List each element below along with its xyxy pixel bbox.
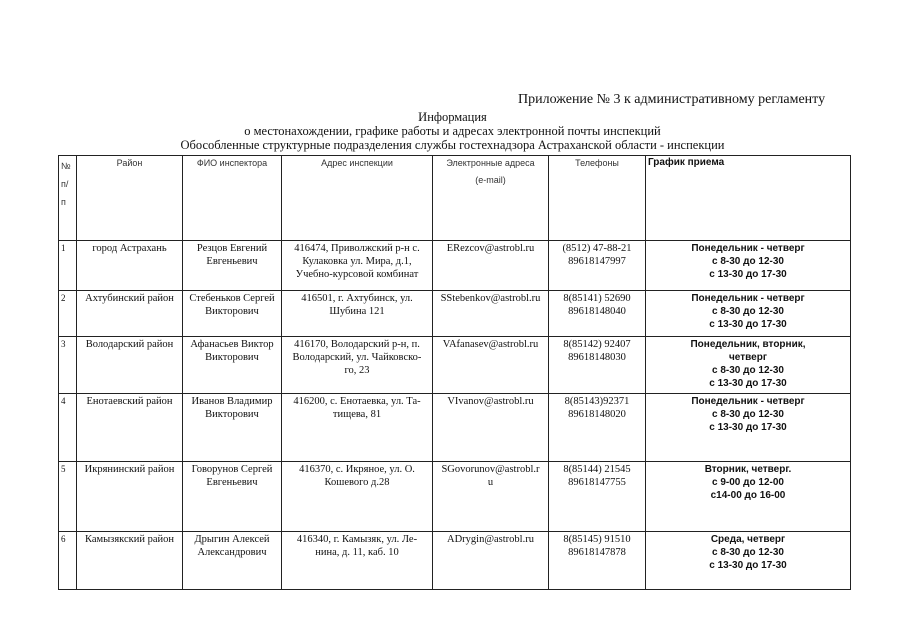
row-inspector <box>183 532 282 590</box>
email-line: u <box>487 477 494 488</box>
address-line: 416370, с. Икряное, ул. О. <box>299 464 415 475</box>
header-schedule: График приема <box>646 156 851 241</box>
row-address <box>282 337 433 394</box>
inspections-table <box>58 155 851 590</box>
schedule-line: с 13-30 до 17-30 <box>709 422 787 433</box>
address-line: 416170, Володарский р-н, п. <box>294 339 420 350</box>
row-inspector <box>183 291 282 337</box>
row-inspector <box>183 462 282 532</box>
schedule-line: с 8-30 до 12-30 <box>712 256 784 267</box>
row-phones <box>549 532 646 590</box>
inspector-line: Резцов Евгений <box>196 243 268 254</box>
header-email-line: Электронные адреса <box>446 158 535 168</box>
schedule-line: с 8-30 до 12-30 <box>712 306 784 317</box>
inspector-line: Александрович <box>197 547 267 558</box>
schedule-line: Понедельник - четверг <box>691 243 805 254</box>
address-line: Кошевого д.28 <box>324 477 390 488</box>
header-address: Адрес инспекции <box>282 156 433 241</box>
table-row <box>59 337 851 394</box>
phone-line: 89618148020 <box>568 409 626 420</box>
phone-line: 8(85144) 21545 <box>563 464 631 475</box>
phone-line: 89618148040 <box>568 306 626 317</box>
row-phones <box>549 291 646 337</box>
table-row <box>59 394 851 462</box>
header-phones: Телефоны <box>549 156 646 241</box>
table-row <box>59 532 851 590</box>
row-phones <box>549 241 646 291</box>
address-line: Учебно-курсовой комбинат <box>295 269 419 280</box>
header-district: Район <box>77 156 183 241</box>
schedule-line: с 8-30 до 12-30 <box>712 365 784 376</box>
row-phones <box>549 394 646 462</box>
address-line: Кулаковка ул. Мира, д.1, <box>302 256 412 267</box>
row-email: SStebenkov@astrobl.ru <box>433 291 549 337</box>
schedule-line: Понедельник - четверг <box>691 396 805 407</box>
row-email <box>433 462 549 532</box>
phone-line: 89618147755 <box>568 477 626 488</box>
phone-line: (8512) 47-88-21 <box>562 243 632 254</box>
header-num-line: п/ <box>61 179 69 189</box>
inspector-line: Евгеньевич <box>206 256 258 267</box>
row-schedule <box>646 291 851 337</box>
document-subtitle: о местонахождении, графике работы и адресах электронной почты инспекций <box>244 124 661 138</box>
schedule-line: с 9-00 до 12-00 <box>712 477 784 488</box>
schedule-line: Среда, четверг <box>710 534 786 545</box>
row-schedule <box>646 241 851 291</box>
row-address <box>282 241 433 291</box>
header-inspector: ФИО инспектора <box>183 156 282 241</box>
schedule-line: с 13-30 до 17-30 <box>709 560 787 571</box>
row-num: 1 <box>59 241 77 291</box>
address-line: го, 23 <box>344 365 370 376</box>
row-inspector <box>183 337 282 394</box>
schedule-line: с 8-30 до 12-30 <box>712 409 784 420</box>
inspector-line: Викторович <box>205 409 259 420</box>
phone-line: 89618148030 <box>568 352 626 363</box>
row-district: Володарский район <box>77 337 183 394</box>
row-inspector <box>183 241 282 291</box>
document-title: Информация <box>418 110 487 124</box>
table-row <box>59 291 851 337</box>
table-header-row <box>59 156 851 241</box>
row-address <box>282 462 433 532</box>
phone-line: 89618147997 <box>568 256 626 267</box>
row-phones <box>549 337 646 394</box>
inspector-line: Говорунов Сергей <box>191 464 273 475</box>
row-num: 3 <box>59 337 77 394</box>
row-email: ERezcov@astrobl.ru <box>433 241 549 291</box>
address-line: нина, д. 11, каб. 10 <box>315 547 399 558</box>
inspector-line: Афанасьев Виктор <box>190 339 274 350</box>
table-row <box>59 241 851 291</box>
row-num: 5 <box>59 462 77 532</box>
phone-line: 8(85145) 91510 <box>563 534 631 545</box>
row-district: Камызякский район <box>77 532 183 590</box>
schedule-line: с 13-30 до 17-30 <box>709 269 787 280</box>
row-num: 4 <box>59 394 77 462</box>
phone-line: 8(85141) 52690 <box>563 293 631 304</box>
inspector-line: Викторович <box>205 352 259 363</box>
schedule-line: Понедельник - четверг <box>691 293 805 304</box>
address-line: 416474, Приволжский р-н с. <box>294 243 420 254</box>
schedule-line: Вторник, четверг. <box>704 464 792 475</box>
inspector-line: Евгеньевич <box>206 477 258 488</box>
schedule-line: четверг <box>729 352 767 363</box>
schedule-line: Понедельник, вторник, <box>690 339 806 350</box>
row-phones <box>549 462 646 532</box>
row-district: Енотаевский район <box>77 394 183 462</box>
row-email: ADrygin@astrobl.ru <box>433 532 549 590</box>
address-line: тищева, 81 <box>332 409 382 420</box>
header-num <box>59 156 77 241</box>
row-num: 2 <box>59 291 77 337</box>
row-address <box>282 291 433 337</box>
row-email: VAfanasev@astrobl.ru <box>433 337 549 394</box>
address-line: 416340, г. Камызяк, ул. Ле- <box>296 534 418 545</box>
address-line: 416501, г. Ахтубинск, ул. <box>301 293 413 304</box>
header-num-line: п <box>61 197 66 207</box>
header-email-line: (e-mail) <box>475 175 506 185</box>
schedule-line: с14-00 до 16-00 <box>710 490 786 501</box>
row-district: Ахтубинский район <box>77 291 183 337</box>
schedule-line: с 13-30 до 17-30 <box>709 319 787 330</box>
appendix-title: Приложение № 3 к административному регламенту <box>518 92 826 107</box>
inspector-line: Стебеньков Сергей <box>189 293 275 304</box>
phone-line: 89618147878 <box>568 547 626 558</box>
table-row <box>59 462 851 532</box>
row-schedule <box>646 462 851 532</box>
table-caption: Обособленные структурные подразделения службы гостехнадзора Астраханской области - инспекции <box>180 138 725 152</box>
address-line: 416200, с. Енотаевка, ул. Та- <box>293 396 421 407</box>
schedule-line: с 13-30 до 17-30 <box>709 378 787 389</box>
email-line: SGovorunov@astrobl.r <box>441 464 540 475</box>
phone-line: 8(85142) 92407 <box>563 339 631 350</box>
inspector-line: Дрыгин Алексей <box>194 534 270 545</box>
row-district: Икрянинский район <box>77 462 183 532</box>
phone-line: 8(85143)92371 <box>564 396 630 407</box>
row-district: город Астрахань <box>77 241 183 291</box>
address-line: Володарский, ул. Чайковско- <box>292 352 422 363</box>
row-address <box>282 394 433 462</box>
inspector-line: Викторович <box>205 306 259 317</box>
row-email: VIvanov@astrobl.ru <box>433 394 549 462</box>
row-inspector <box>183 394 282 462</box>
row-schedule <box>646 394 851 462</box>
header-email <box>433 156 549 241</box>
row-num: 6 <box>59 532 77 590</box>
header-num-line: № <box>61 161 71 171</box>
address-line: Шубина 121 <box>329 306 385 317</box>
schedule-line: с 8-30 до 12-30 <box>712 547 784 558</box>
inspector-line: Иванов Владимир <box>191 396 273 407</box>
row-schedule <box>646 337 851 394</box>
row-address <box>282 532 433 590</box>
row-schedule <box>646 532 851 590</box>
